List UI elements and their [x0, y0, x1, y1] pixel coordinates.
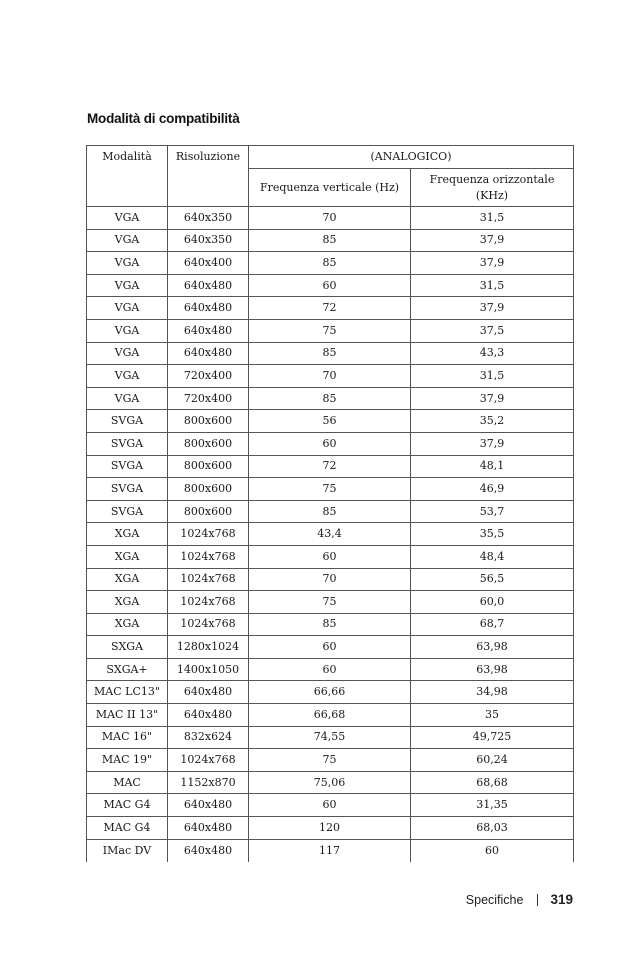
cell-vertical-frequency: 60 — [249, 658, 411, 681]
cell-horizontal-frequency: 31,5 — [411, 207, 574, 230]
header-vertical-frequency: Frequenza verticale (Hz) — [249, 169, 411, 207]
cell-horizontal-frequency: 48,1 — [411, 455, 574, 478]
cell-resolution: 800x600 — [168, 455, 249, 478]
cell-horizontal-frequency: 68,03 — [411, 817, 574, 840]
footer-section-name: Specifiche — [465, 892, 524, 907]
cell-resolution: 800x600 — [168, 500, 249, 523]
table-row — [87, 319, 574, 342]
cell-resolution: 1024x768 — [168, 613, 249, 636]
cell-mode: VGA — [87, 387, 168, 410]
table-row — [87, 207, 574, 230]
cell-vertical-frequency: 60 — [249, 432, 411, 455]
cell-vertical-frequency: 60 — [249, 274, 411, 297]
cell-vertical-frequency: 72 — [249, 297, 411, 320]
cell-horizontal-frequency: 37,9 — [411, 252, 574, 275]
cell-mode: MAC — [87, 771, 168, 794]
cell-horizontal-frequency: 31,5 — [411, 274, 574, 297]
cell-mode: VGA — [87, 274, 168, 297]
cell-vertical-frequency: 75,06 — [249, 771, 411, 794]
cell-horizontal-frequency: 34,98 — [411, 681, 574, 704]
table-row — [87, 365, 574, 388]
cell-horizontal-frequency: 35,2 — [411, 410, 574, 433]
cell-mode: VGA — [87, 207, 168, 230]
table-row — [87, 658, 574, 681]
table-row — [87, 817, 574, 840]
cell-resolution: 832x624 — [168, 726, 249, 749]
cell-vertical-frequency: 72 — [249, 455, 411, 478]
cell-vertical-frequency: 75 — [249, 478, 411, 501]
cell-resolution: 640x480 — [168, 839, 249, 862]
cell-mode: MAC G4 — [87, 817, 168, 840]
section-title: Modalità di compatibilità — [87, 111, 240, 126]
cell-resolution: 720x400 — [168, 387, 249, 410]
cell-resolution: 640x480 — [168, 319, 249, 342]
cell-horizontal-frequency: 31,5 — [411, 365, 574, 388]
table-row — [87, 613, 574, 636]
cell-vertical-frequency: 85 — [249, 342, 411, 365]
cell-horizontal-frequency: 37,5 — [411, 319, 574, 342]
cell-resolution: 640x400 — [168, 252, 249, 275]
cell-resolution: 640x480 — [168, 342, 249, 365]
cell-horizontal-frequency: 60 — [411, 839, 574, 862]
header-mode: Modalità — [87, 146, 168, 207]
cell-vertical-frequency: 60 — [249, 794, 411, 817]
cell-resolution: 1024x768 — [168, 591, 249, 614]
cell-vertical-frequency: 120 — [249, 817, 411, 840]
table-row — [87, 478, 574, 501]
cell-horizontal-frequency: 31,35 — [411, 794, 574, 817]
table-row — [87, 591, 574, 614]
cell-mode: XGA — [87, 545, 168, 568]
table-row — [87, 704, 574, 727]
cell-resolution: 800x600 — [168, 410, 249, 433]
cell-vertical-frequency: 70 — [249, 568, 411, 591]
cell-resolution: 640x350 — [168, 207, 249, 230]
table-row — [87, 274, 574, 297]
cell-mode: IMac DV — [87, 839, 168, 862]
cell-resolution: 640x480 — [168, 681, 249, 704]
cell-horizontal-frequency: 37,9 — [411, 297, 574, 320]
cell-mode: XGA — [87, 613, 168, 636]
cell-vertical-frequency: 70 — [249, 207, 411, 230]
table-row — [87, 455, 574, 478]
cell-mode: MAC LC13" — [87, 681, 168, 704]
header-horizontal-frequency: Frequenza orizzontale (KHz) — [411, 169, 574, 207]
cell-mode: SVGA — [87, 500, 168, 523]
cell-mode: VGA — [87, 229, 168, 252]
cell-mode: VGA — [87, 252, 168, 275]
cell-horizontal-frequency: 56,5 — [411, 568, 574, 591]
cell-vertical-frequency: 43,4 — [249, 523, 411, 546]
cell-mode: SVGA — [87, 432, 168, 455]
cell-vertical-frequency: 85 — [249, 252, 411, 275]
cell-vertical-frequency: 85 — [249, 229, 411, 252]
cell-resolution: 640x480 — [168, 704, 249, 727]
cell-resolution: 1152x870 — [168, 771, 249, 794]
cell-mode: SVGA — [87, 478, 168, 501]
cell-horizontal-frequency: 60,0 — [411, 591, 574, 614]
cell-horizontal-frequency: 63,98 — [411, 658, 574, 681]
table-row — [87, 252, 574, 275]
cell-mode: SVGA — [87, 455, 168, 478]
cell-horizontal-frequency: 43,3 — [411, 342, 574, 365]
cell-horizontal-frequency: 37,9 — [411, 387, 574, 410]
cell-horizontal-frequency: 37,9 — [411, 432, 574, 455]
cell-vertical-frequency: 75 — [249, 591, 411, 614]
cell-mode: VGA — [87, 319, 168, 342]
header-analog-group: (ANALOGICO) — [249, 146, 574, 169]
cell-resolution: 1400x1050 — [168, 658, 249, 681]
table-row — [87, 432, 574, 455]
cell-horizontal-frequency: 68,7 — [411, 613, 574, 636]
cell-resolution: 1024x768 — [168, 568, 249, 591]
cell-horizontal-frequency: 53,7 — [411, 500, 574, 523]
table-row — [87, 387, 574, 410]
table-row — [87, 523, 574, 546]
cell-resolution: 640x480 — [168, 274, 249, 297]
table-row — [87, 839, 574, 862]
cell-vertical-frequency: 85 — [249, 613, 411, 636]
cell-resolution: 1024x768 — [168, 545, 249, 568]
cell-horizontal-frequency: 37,9 — [411, 229, 574, 252]
page-footer — [466, 892, 573, 907]
cell-resolution: 1024x768 — [168, 749, 249, 772]
cell-vertical-frequency: 85 — [249, 500, 411, 523]
footer-separator — [537, 894, 538, 906]
cell-vertical-frequency: 74,55 — [249, 726, 411, 749]
cell-resolution: 1024x768 — [168, 523, 249, 546]
table-row — [87, 771, 574, 794]
cell-resolution: 640x480 — [168, 794, 249, 817]
cell-horizontal-frequency: 68,68 — [411, 771, 574, 794]
table-row — [87, 500, 574, 523]
cell-vertical-frequency: 60 — [249, 545, 411, 568]
table-row — [87, 794, 574, 817]
table-row — [87, 726, 574, 749]
cell-resolution: 640x350 — [168, 229, 249, 252]
cell-horizontal-frequency: 35 — [411, 704, 574, 727]
table-row — [87, 410, 574, 433]
cell-mode: VGA — [87, 365, 168, 388]
cell-mode: XGA — [87, 591, 168, 614]
header-resolution: Risoluzione — [168, 146, 249, 207]
cell-vertical-frequency: 66,68 — [249, 704, 411, 727]
cell-mode: MAC 19" — [87, 749, 168, 772]
cell-resolution: 1280x1024 — [168, 636, 249, 659]
cell-resolution: 800x600 — [168, 432, 249, 455]
cell-resolution: 720x400 — [168, 365, 249, 388]
cell-vertical-frequency: 85 — [249, 387, 411, 410]
cell-mode: VGA — [87, 342, 168, 365]
cell-mode: XGA — [87, 568, 168, 591]
cell-mode: MAC G4 — [87, 794, 168, 817]
cell-horizontal-frequency: 63,98 — [411, 636, 574, 659]
cell-mode: SXGA+ — [87, 658, 168, 681]
table-row — [87, 229, 574, 252]
cell-horizontal-frequency: 35,5 — [411, 523, 574, 546]
cell-resolution: 800x600 — [168, 478, 249, 501]
cell-mode: VGA — [87, 297, 168, 320]
table-row — [87, 681, 574, 704]
cell-horizontal-frequency: 48,4 — [411, 545, 574, 568]
cell-vertical-frequency: 66,66 — [249, 681, 411, 704]
cell-horizontal-frequency: 49,725 — [411, 726, 574, 749]
cell-mode: MAC 16" — [87, 726, 168, 749]
cell-mode: SVGA — [87, 410, 168, 433]
cell-mode: SXGA — [87, 636, 168, 659]
table-row — [87, 749, 574, 772]
cell-horizontal-frequency: 46,9 — [411, 478, 574, 501]
table-row — [87, 568, 574, 591]
cell-vertical-frequency: 117 — [249, 839, 411, 862]
cell-mode: XGA — [87, 523, 168, 546]
cell-resolution: 640x480 — [168, 297, 249, 320]
cell-vertical-frequency: 60 — [249, 636, 411, 659]
page-number: 319 — [550, 892, 573, 907]
compatibility-table — [86, 145, 574, 862]
table-body — [87, 207, 574, 862]
cell-vertical-frequency: 75 — [249, 749, 411, 772]
cell-vertical-frequency: 56 — [249, 410, 411, 433]
cell-vertical-frequency: 75 — [249, 319, 411, 342]
table-row — [87, 545, 574, 568]
cell-horizontal-frequency: 60,24 — [411, 749, 574, 772]
table-row — [87, 297, 574, 320]
table-row — [87, 636, 574, 659]
cell-vertical-frequency: 70 — [249, 365, 411, 388]
cell-mode: MAC II 13" — [87, 704, 168, 727]
table-row — [87, 342, 574, 365]
cell-resolution: 640x480 — [168, 817, 249, 840]
